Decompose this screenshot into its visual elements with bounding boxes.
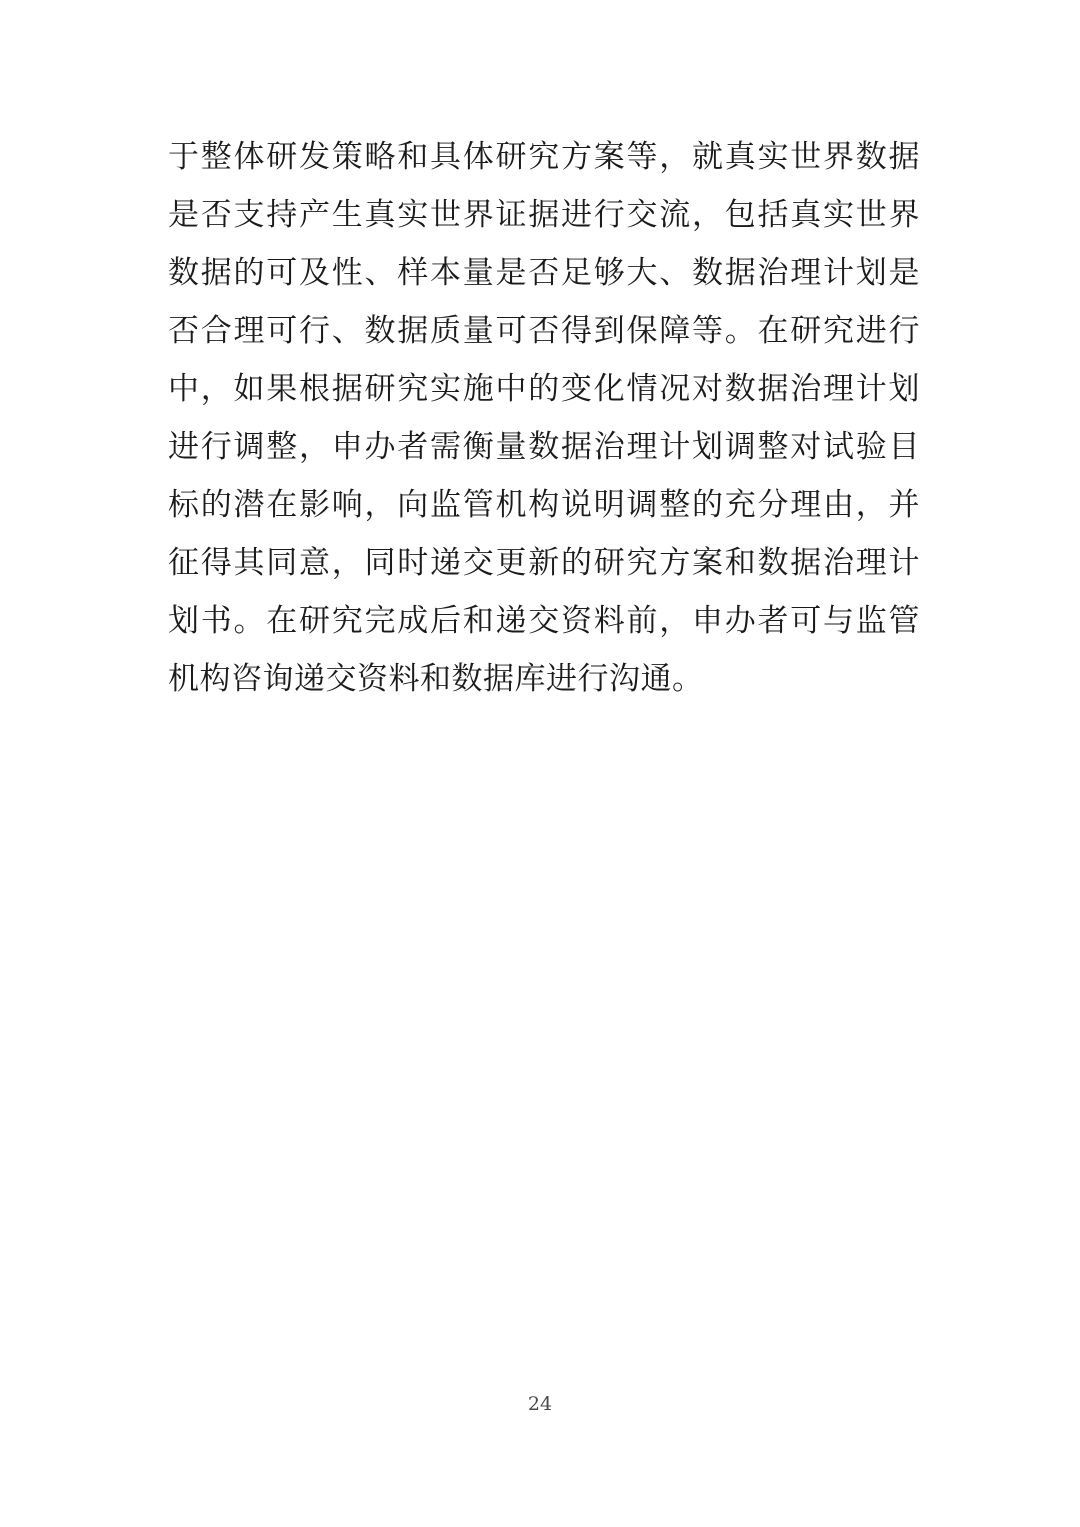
body-paragraph: 于整体研发策略和具体研究方案等，就真实世界数据是否支持产生真实世界证据进行交流，包括真实世界数据的可及性、样本量是否足够大、数据治理计划是否合理可行、数据质量可否得到保障等。在研究进行中，如果根据研究实施中的变化情况对数据治理计划进行调整，申办者需衡量数据治理计划调整对试验目标的潜在影响，向监管机构说明调整的充分理由，并征得其同意，同时递交更新的研究方案和数据治理计划书。在研究完成后和递交资料前，申办者可与监管机构咨询递交资料和数据库进行沟通。 (168, 139, 920, 697)
page-content (168, 128, 920, 708)
page-number: 24 (527, 1393, 553, 1415)
